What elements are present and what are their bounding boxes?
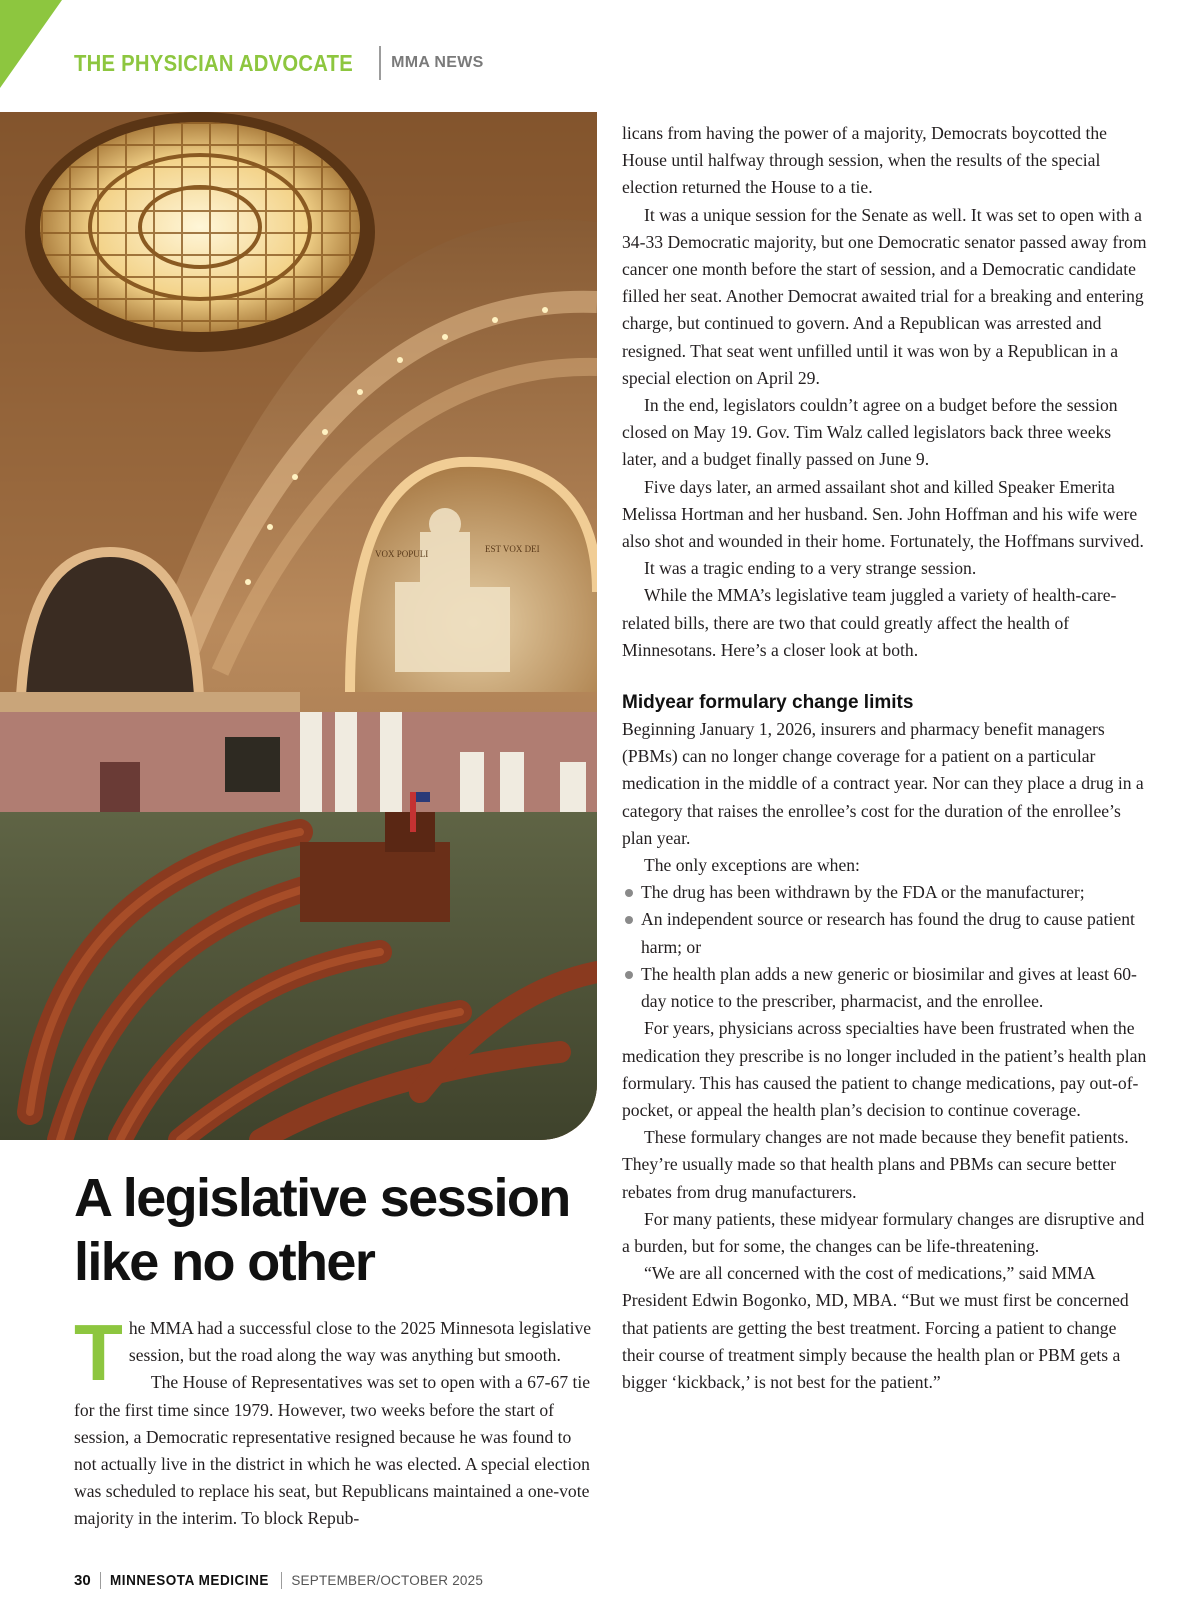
corner-accent: [0, 0, 62, 88]
page-footer: [74, 1572, 483, 1589]
header-divider: [379, 46, 381, 80]
list-item-text: The health plan adds a new generic or biosimilar and gives at least 60-day notice to the prescriber, pharmacist, and the enrollee.: [641, 963, 1137, 1012]
paragraph: These formulary changes are not made because they benefit patients. They’re usually made so that health plans and PBMs can secure better rebates from drug manufacturers.: [622, 1127, 1129, 1202]
section-subhead: Midyear formulary change limits: [622, 692, 914, 714]
section-subtitle: MMA NEWS: [391, 54, 484, 71]
list-item: [622, 906, 1148, 960]
chamber-photo: [0, 112, 597, 1140]
list-item-text: The drug has been withdrawn by the FDA or the manufacturer;: [641, 882, 1085, 903]
bullet-icon: [625, 971, 633, 979]
paragraph: he MMA had a successful close to the 2025 Minnesota legislative session, but the road along the way was anything but smooth.: [128, 1318, 592, 1366]
paragraph: “We are all concerned with the cost of medications,” said MMA President Edwin Bogonko, MD, MBA. “But we must first be concerned that patients are getting the best treatment. Forcing a patient to change their course of treatment simply because the health plan or PBM gets a bigger ‘kickback,’ is not best for the patient.”: [622, 1263, 1129, 1392]
paragraph: Five days later, an armed assailant shot and killed Speaker Emerita Melissa Hortman and her husband. Sen. John Hoffman and his wife were also shot and wounded in their home. Fortunately, the Hoffmans survived.: [622, 476, 1144, 552]
section-title: THE PHYSICIAN ADVOCATE: [74, 49, 354, 76]
list-item: [622, 879, 1148, 906]
footer-divider: [100, 1572, 101, 1589]
dropcap: T: [74, 1308, 123, 1397]
footer-divider: [281, 1572, 282, 1589]
section-header: [74, 46, 484, 80]
bullet-icon: [625, 916, 633, 924]
bullet-icon: [625, 889, 633, 897]
list-item: [622, 961, 1148, 1015]
exceptions-list: [622, 879, 1148, 1015]
paragraph: licans from having the power of a majority, Democrats boycotted the House until halfway through session, when the results of the special election returned the House to a tie.: [622, 123, 1107, 198]
paragraph: It was a unique session for the Senate as well. It was set to open with a 34-33 Democratic majority, but one Democratic senator passed away from cancer one month before the start of session, and a Democratic candidate filled her seat. Another Democrat awaited trial for a breaking and entering charge, but continued to govern. And a Republican was arrested and resigned. That seat went unfilled until it was won by a Republican in a special election on April 29.: [622, 204, 1147, 388]
paragraph: For years, physicians across specialties have been frustrated when the medication they prescribe is no longer included in the patient’s health plan formulary. This has caused the patient to change medications, pay out-of-pocket, or appeal the health plan’s decision to continue coverage.: [622, 1018, 1147, 1120]
page-number: 30: [74, 1572, 91, 1589]
mural-text-right: EST VOX DEI: [485, 544, 540, 554]
list-item-text: An independent source or research has found the drug to cause patient harm; or: [641, 909, 1135, 957]
paragraph: The only exceptions are when:: [644, 855, 860, 876]
article-column-right: [622, 120, 1148, 1396]
article-headline: A legislative session like no other: [74, 1168, 570, 1292]
paragraph: The House of Representatives was set to open with a 67-67 tie for the first time since 1979. However, two weeks before the start of session, a Democratic representative resigned because he was found to not actually live in the district in which he was elected. A special election was scheduled to replace his seat, but Republicans maintained a one-vote majority in the interim. To block Repub-: [74, 1372, 591, 1529]
paragraph: Beginning January 1, 2026, insurers and pharmacy benefit managers (PBMs) can no longer change coverage for a patient on a particular medication in the middle of a contract year. Nor can they place a drug in a category that raises the enrollee’s cost for the duration of the enrollee’s plan year.: [622, 719, 1144, 848]
article-column-left: [74, 1308, 594, 1533]
paragraph: For many patients, these midyear formulary changes are disruptive and a burden, but for some, the changes can be life-threatening.: [622, 1208, 1145, 1256]
paragraph: In the end, legislators couldn’t agree on a budget before the session closed on May 19. Gov. Tim Walz called legislators back three weeks later, and a budget finally passed on June 9.: [622, 395, 1118, 470]
magazine-name: MINNESOTA MEDICINE: [109, 1572, 269, 1589]
issue-date: SEPTEMBER/OCTOBER 2025: [291, 1573, 484, 1588]
paragraph: While the MMA’s legislative team juggled a variety of health-care-related bills, there are two that could greatly affect the health of Minnesotans. Here’s a closer look at both.: [622, 585, 1117, 660]
paragraph: It was a tragic ending to a very strange session.: [644, 558, 977, 579]
mural-text-left: VOX POPULI: [375, 549, 429, 559]
